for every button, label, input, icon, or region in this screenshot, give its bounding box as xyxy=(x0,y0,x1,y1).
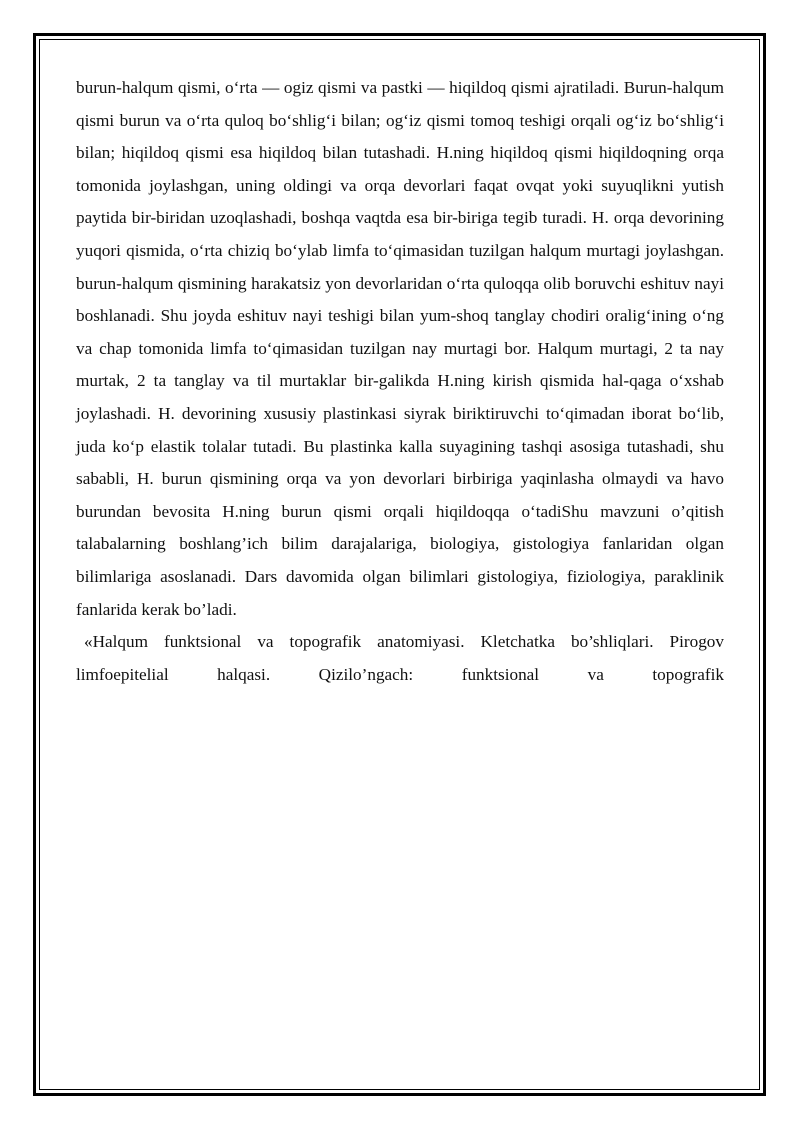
document-body xyxy=(76,72,724,691)
body-paragraph: burun-halqum qismi, o‘rta — ogiz qismi va pastki — hiqildoq qismi ajratiladi. Burun-halqum qismi burun va o‘rta quloq bo‘shlig‘i bilan; og‘iz qismi tomoq teshigi orqali og‘iz bo‘shlig‘i bilan; hiqildoq qismi esa hiqildoq bilan tutashadi. H.ning hiqildoq qismi hiqildoqning orqa tomonida joylashgan, uning oldingi va orqa devorlari faqat ovqat yoki suyuqlikni yutish paytida bir-biridan uzoqlashadi, boshqa vaqtda esa bir-biriga tegib turadi. H. orqa devorining yuqori qismida, o‘rta chiziq bo‘ylab limfa to‘qimasidan tuzilgan halqum murtagi joylashgan. burun-halqum qismining harakatsiz yon devorlaridan o‘rta quloqqa olib boruvchi eshituv nayi boshlanadi. Shu joyda eshituv nayi teshigi bilan yum-shoq tanglay chodiri oralig‘ining o‘ng va chap tomonida limfa to‘qimasidan tuzilgan nay murtagi bor. Halqum murtagi, 2 ta nay murtak, 2 ta tanglay va til murtaklar bir-galikda H.ning kirish qismida hal-qaga o‘xshab joylashadi. H. devorining xususiy plastinkasi siyrak biriktiruvchi to‘qimadan iborat bo‘lib, juda ko‘p elastik tolalar tutadi. Bu plastinka kalla suyagining tashqi asosiga tutashadi, shu sababli, H. burun qismining orqa va yon devorlari birbiriga yaqinlasha olmaydi va havo burundan bevosita H.ning burun qismi orqali hiqildoqqa o‘tadiShu mavzuni o’qitish talabalarning boshlang’ich bilim darajalariga, biologiya, gistologiya fanlaridan olgan bilimlariga asoslanadi. Dars davomida olgan bilimlari gistologiya, fiziologiya, paraklinik fanlarida kerak bo’ladi. xyxy=(76,78,724,619)
topic-paragraph: «Halqum funktsional va topografik anatomiyasi. Kletchatka bo’shliqlari. Pirogov limfoepitelial halqasi. Qizilo’ngach: funktsional va topografik xyxy=(76,632,724,684)
